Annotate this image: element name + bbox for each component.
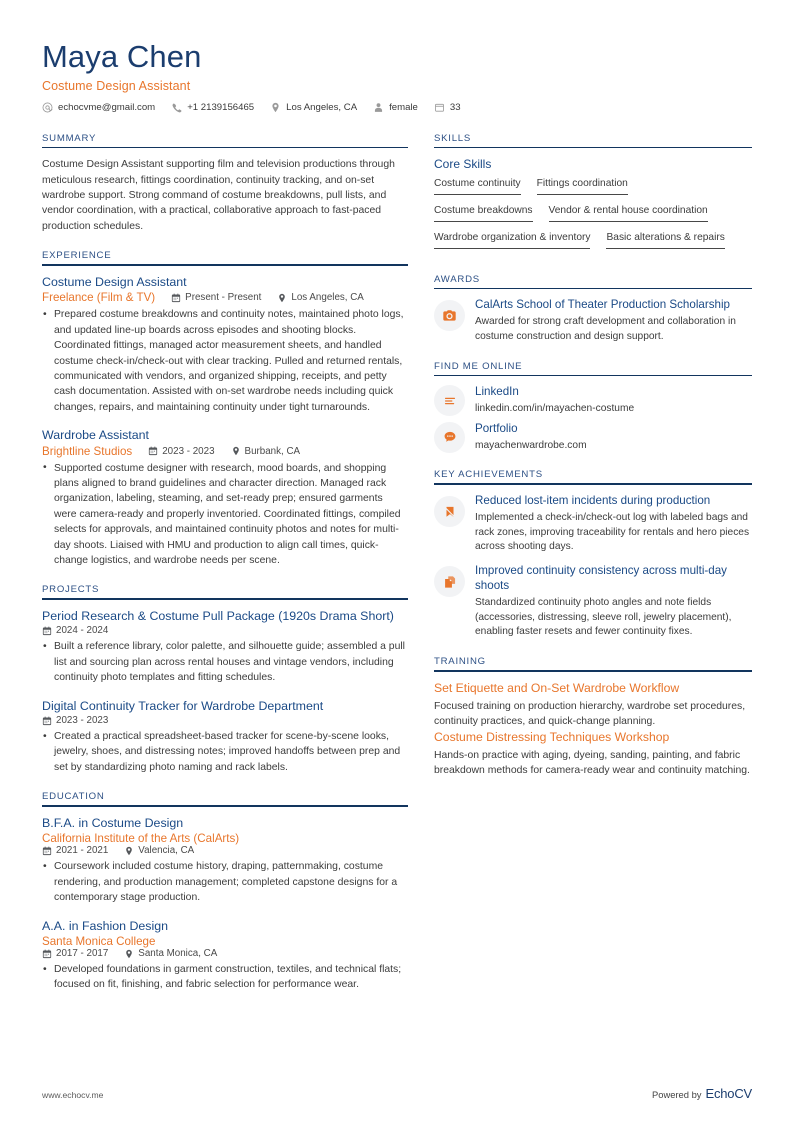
calendar-icon (148, 446, 158, 456)
experience-item (42, 275, 408, 415)
online-link-linkedin[interactable] (434, 385, 752, 417)
training-name: Costume Distressing Techniques Workshop (434, 729, 670, 744)
project-item (42, 699, 408, 776)
achievement-body (475, 564, 752, 640)
section-title-find-me-online: FIND ME ONLINE (434, 360, 523, 372)
project-bullets (42, 639, 408, 685)
achievement-name: Reduced lost-item incidents during production (475, 494, 711, 507)
email-icon (42, 102, 53, 113)
project-name: Period Research & Costume Pull Package (1920s Drama Short) (42, 608, 394, 623)
experience-bullets (42, 461, 408, 569)
section-rule (42, 147, 408, 149)
online-link-label[interactable]: LinkedIn (475, 385, 519, 399)
section-title-experience: EXPERIENCE (42, 250, 112, 262)
section-projects (42, 584, 408, 775)
achievement-body (475, 494, 752, 555)
section-awards (434, 274, 752, 345)
bullet: • Prepared costume breakdowns and continuity notes, maintained photo logs, and updated line-up boards across episodes and shooting blocks. Coordinated fittings, managed actor measurement sheets, and handled costume check-in/check-out with clear tracking. Pulled and returned rentals, communicated with vendors, and organized shipping, receipts, and petty cash documentation. Assisted with on-set wardrobe needs including quick changes, repairs, and maintaining continuity under tight turnarounds. (42, 307, 408, 415)
bullet: • Coursework included costume history, draping, patternmaking, costume rendering, and production management; completed capstone designs for a contemporary stage production. (42, 859, 408, 905)
section-title-awards: AWARDS (434, 273, 480, 285)
education-location (124, 845, 194, 856)
education-item (42, 816, 408, 906)
experience-location-value: Los Angeles, CA (291, 292, 364, 304)
education-school: Santa Monica College (42, 935, 156, 949)
education-meta-row (42, 845, 408, 856)
online-link-body (475, 422, 752, 454)
person-icon (373, 102, 384, 113)
training-description: Focused training on production hierarchy, wardrobe set procedures, continuity practices, and quick-change planning. (434, 701, 746, 728)
project-dates (42, 715, 108, 726)
education-school: California Institute of the Arts (CalArts) (42, 832, 240, 846)
achievement-description: Standardized continuity photo angles and note fields (accessories, distressing, sleeve roll, jewelry placement), enabling faster resets and fewer continuity fixes. (475, 596, 732, 638)
section-rule (434, 375, 752, 377)
award-item (434, 298, 752, 344)
award-name: CalArts School of Theater Production Scholarship (475, 298, 730, 312)
training-description: Hands-on practice with aging, dyeing, sanding, painting, and fabric breakdown methods for camera-ready wear and continuity matching. (434, 750, 750, 777)
project-name: Digital Continuity Tracker for Wardrobe Department (42, 698, 324, 713)
candidate-name: Maya Chen (42, 39, 202, 74)
experience-org: Freelance (Film & TV) (42, 291, 156, 305)
training-item (434, 681, 752, 730)
calendar-icon (434, 102, 445, 113)
footer-site-url[interactable]: www.echocv.me (42, 1090, 104, 1100)
section-title-education: EDUCATION (42, 791, 105, 803)
online-link-url[interactable]: linkedin.com/in/mayachen-costume (475, 403, 635, 415)
candidate-headline: Costume Design Assistant (42, 78, 191, 93)
experience-bullets (42, 307, 408, 415)
section-experience (42, 250, 408, 568)
training-name: Set Etiquette and On-Set Wardrobe Workflow (434, 680, 680, 695)
experience-role: Costume Design Assistant (42, 274, 187, 289)
linkedin-icon (434, 385, 465, 416)
education-location-value: Santa Monica, CA (138, 948, 218, 960)
education-item (42, 919, 408, 993)
footer-powered-by-label: Powered by (651, 1089, 702, 1100)
section-title-summary: SUMMARY (42, 132, 97, 144)
experience-location (277, 292, 363, 303)
contact-email (42, 102, 155, 113)
project-dates-value: 2023 - 2023 (56, 715, 109, 727)
project-meta-row (42, 715, 408, 726)
bullet: • Developed foundations in garment construction, textiles, and technical flats; focused on fit, finishing, and fabric selection for performance wear. (42, 962, 408, 993)
education-bullets (42, 962, 408, 993)
phone-icon (171, 102, 182, 113)
training-item (434, 730, 752, 779)
section-training (434, 656, 752, 779)
experience-meta-row (42, 445, 408, 458)
award-body (475, 298, 752, 344)
education-bullets (42, 859, 408, 905)
section-title-projects: PROJECTS (42, 584, 100, 596)
calendar-icon (42, 949, 52, 959)
education-dates (42, 845, 108, 856)
education-dates-value: 2021 - 2021 (56, 845, 109, 857)
experience-meta-row (42, 291, 408, 304)
section-rule (42, 264, 408, 266)
education-dates-value: 2017 - 2017 (56, 948, 109, 960)
contact-location-value: Los Angeles, CA (286, 101, 358, 113)
location-pin-icon (124, 846, 134, 856)
online-link-label[interactable]: Portfolio (475, 421, 518, 435)
section-rule (434, 288, 752, 290)
footer-brand: EchoCV (705, 1086, 752, 1101)
skills-list (434, 177, 752, 257)
summary-text: Costume Design Assistant supporting film and television productions through meticulous research, fittings coordination, continuity tracking, and on-set wardrobe support. Strong command of costume breakdowns, pull lists, and vendor coordination, with a practical, collaborative approach to fast-paced production schedules. (42, 159, 395, 232)
calendar-icon (42, 846, 52, 856)
resume-header (42, 40, 752, 113)
education-location-value: Valencia, CA (138, 845, 195, 857)
online-link-portfolio[interactable] (434, 422, 752, 454)
achievement-item (434, 564, 752, 640)
experience-dates (148, 446, 214, 457)
skills-group-title: Core Skills (434, 157, 492, 172)
bullet: • Built a reference library, color palette, and silhouette guide; assembled a pull list and sourcing plan across rental houses and vintage vendors, including continuity photo templates and fitting schedules. (42, 639, 408, 685)
experience-org: Brightline Studios (42, 444, 133, 458)
calendar-icon (42, 626, 52, 636)
education-dates (42, 948, 108, 959)
right-column (434, 133, 752, 795)
section-rule (42, 598, 408, 600)
contact-gender-value: female (389, 101, 418, 113)
location-pin-icon (124, 949, 134, 959)
section-title-skills: SKILLS (434, 132, 472, 144)
experience-location-value: Burbank, CA (244, 445, 301, 457)
skill-item: Wardrobe organization & inventory (434, 231, 590, 249)
section-education (42, 791, 408, 993)
education-degree: B.F.A. in Costume Design (42, 815, 184, 830)
education-meta-row (42, 948, 408, 959)
experience-role: Wardrobe Assistant (42, 428, 149, 443)
skill-item: Vendor & rental house coordination (549, 204, 708, 222)
section-skills (434, 133, 752, 258)
contact-phone (171, 102, 254, 113)
skill-item: Fittings coordination (537, 177, 628, 195)
contact-age (434, 102, 461, 113)
skill-item: Costume continuity (434, 177, 521, 195)
section-rule (434, 483, 752, 485)
education-degree: A.A. in Fashion Design (42, 918, 169, 933)
experience-dates-value: Present - Present (185, 292, 262, 304)
section-find-me-online (434, 361, 752, 454)
achievement-name: Improved continuity consistency across multi-day shoots (475, 564, 727, 592)
contact-location (270, 102, 357, 113)
resume-columns (42, 133, 752, 1009)
project-bullets (42, 729, 408, 775)
contact-phone-value: +1 2139156465 (187, 101, 255, 113)
location-pin-icon (277, 293, 287, 303)
online-link-body (475, 385, 752, 417)
experience-location (231, 446, 301, 457)
skill-item: Basic alterations & repairs (606, 231, 724, 249)
section-rule (434, 147, 752, 149)
project-item (42, 609, 408, 686)
calendar-icon (171, 293, 181, 303)
bullet: • Created a practical spreadsheet-based tracker for scene-by-scene looks, jewelry, shoes, and distressing notes; improved handoffs between prep and set by standardizing photo naming and rack labels. (42, 729, 408, 775)
bookmark-ribbon-icon (434, 496, 465, 527)
project-dates-value: 2024 - 2024 (56, 625, 109, 637)
left-column (42, 133, 434, 1009)
resume-footer (42, 1085, 752, 1103)
skill-item: Costume breakdowns (434, 204, 533, 222)
chat-bubble-icon (434, 422, 465, 453)
camera-icon (434, 300, 465, 331)
project-dates (42, 625, 108, 636)
section-title-key-achievements: KEY ACHIEVEMENTS (434, 469, 543, 481)
section-key-achievements (434, 469, 752, 640)
section-summary (42, 133, 408, 235)
section-rule (42, 805, 408, 807)
location-pin-icon (270, 102, 281, 113)
experience-dates (171, 292, 261, 303)
section-rule (434, 670, 752, 672)
achievement-description: Implemented a check-in/check-out log with labeled bags and rack zones, improving traceability for rentals and hero pieces across shooting days. (475, 511, 750, 553)
award-description: Awarded for strong craft development and collaboration in costume construction and design support. (475, 316, 736, 342)
bullet: • Supported costume designer with research, mood boards, and shopping plans aligned to brand guidelines and character direction. Managed rack organization, labeling, steaming, and set-ready prep; ensured garments were camera-ready and properly inventoried. Coordinated fittings, compiled selects for approvals, and maintained continuity photos and notes for multi-day shoots. Liaised with HMU and production to align call times, quick-change logistics, and wardrobe needs per scene. (42, 461, 408, 569)
education-location (124, 948, 217, 959)
achievement-item (434, 494, 752, 555)
location-pin-icon (231, 446, 241, 456)
experience-dates-value: 2023 - 2023 (162, 445, 215, 457)
copy-documents-icon (434, 566, 465, 597)
contact-age-value: 33 (449, 101, 461, 113)
calendar-icon (42, 716, 52, 726)
online-link-url[interactable]: mayachenwardrobe.com (475, 439, 587, 451)
experience-item (42, 428, 408, 568)
contact-gender (373, 102, 418, 113)
project-meta-row (42, 625, 408, 636)
contact-row (42, 102, 752, 113)
footer-powered-by (652, 1085, 752, 1103)
section-title-training: TRAINING (434, 656, 486, 668)
contact-email-value: echocvme@gmail.com (58, 101, 156, 113)
